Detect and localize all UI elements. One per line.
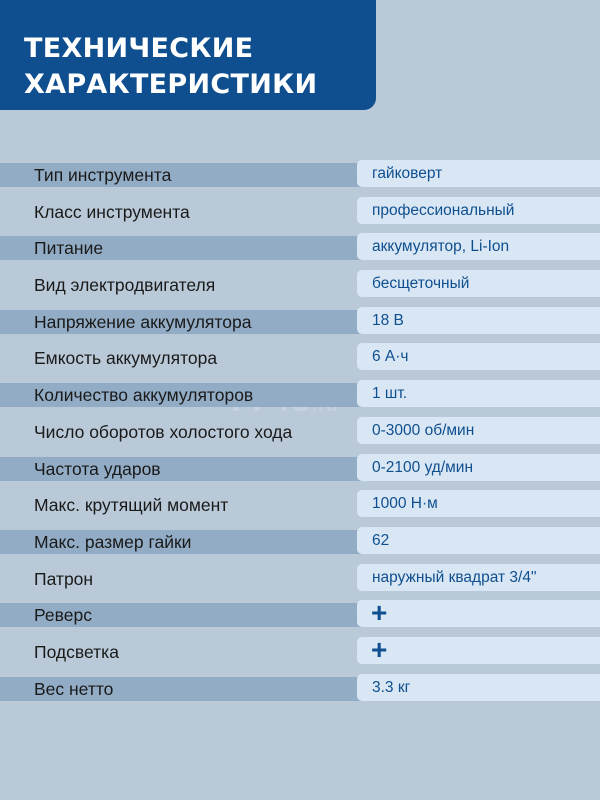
spec-value-box [357, 343, 600, 370]
spec-label: Питание [34, 238, 104, 259]
spec-row [0, 341, 600, 378]
header-banner [0, 0, 376, 110]
spec-value-box [357, 233, 600, 260]
spec-value-box [357, 597, 600, 629]
spec-value-box [357, 490, 600, 517]
spec-row [0, 452, 600, 489]
spec-value-box [357, 454, 600, 481]
spec-row [0, 231, 600, 268]
spec-value-box [357, 160, 600, 187]
spec-label: Напряжение аккумулятора [34, 311, 252, 332]
spec-value: 1000 Н·м [372, 495, 438, 513]
spec-value: 0-3000 об/мин [372, 421, 475, 439]
spec-row [0, 305, 600, 342]
spec-label: Частота ударов [34, 458, 161, 479]
spec-label: Число оборотов холостого хода [34, 421, 293, 442]
spec-value: 18 В [372, 311, 404, 329]
spec-value: 62 [372, 531, 390, 549]
spec-value: аккумулятор, Li-Ion [372, 238, 510, 256]
spec-label: Макс. размер гайки [34, 531, 192, 552]
plus-icon: + [371, 633, 388, 665]
spec-value: 3.3 кг [372, 678, 411, 696]
spec-value: бесщеточный [372, 275, 470, 293]
spec-row [0, 598, 600, 635]
spec-value-box [357, 564, 600, 591]
spec-label: Макс. крутящий момент [34, 495, 229, 516]
spec-value-box [357, 197, 600, 224]
spec-value-box [357, 380, 600, 407]
spec-row [0, 158, 600, 195]
spec-value-box [357, 674, 600, 701]
spec-label: Реверс [34, 605, 92, 626]
spec-label: Тип инструмента [34, 165, 172, 185]
spec-row [0, 635, 600, 672]
spec-row [0, 672, 600, 709]
spec-row [0, 415, 600, 452]
spec-value-box [357, 527, 600, 554]
page-title: ТЕХНИЧЕСКИЕ ХАРАКТЕРИСТИКИ [24, 33, 318, 100]
specs-table [0, 158, 600, 708]
spec-value: 0-2100 уд/мин [372, 458, 474, 476]
spec-value-box [357, 633, 600, 665]
spec-label: Подсветка [34, 641, 119, 662]
spec-value-box [357, 270, 600, 297]
spec-value-box [357, 417, 600, 444]
spec-value: профессиональный [372, 201, 515, 219]
spec-row [0, 378, 600, 415]
spec-value: наружный квадрат 3/4" [372, 568, 537, 586]
spec-label: Класс инструмента [34, 201, 190, 222]
spec-label: Емкость аккумулятора [34, 348, 218, 369]
spec-value-box [357, 307, 600, 334]
spec-label: Вид электродвигателя [34, 275, 216, 296]
spec-row [0, 562, 600, 599]
spec-row [0, 195, 600, 232]
spec-row [0, 268, 600, 305]
spec-label: Количество аккумуляторов [34, 385, 254, 406]
spec-value: 1 шт. [372, 385, 408, 403]
spec-label: Вес нетто [34, 678, 114, 699]
spec-row [0, 525, 600, 562]
plus-icon: + [371, 597, 388, 629]
spec-value: 6 А·ч [372, 348, 409, 366]
spec-label: Патрон [34, 568, 94, 589]
spec-row [0, 488, 600, 525]
spec-value: гайковерт [372, 165, 443, 182]
